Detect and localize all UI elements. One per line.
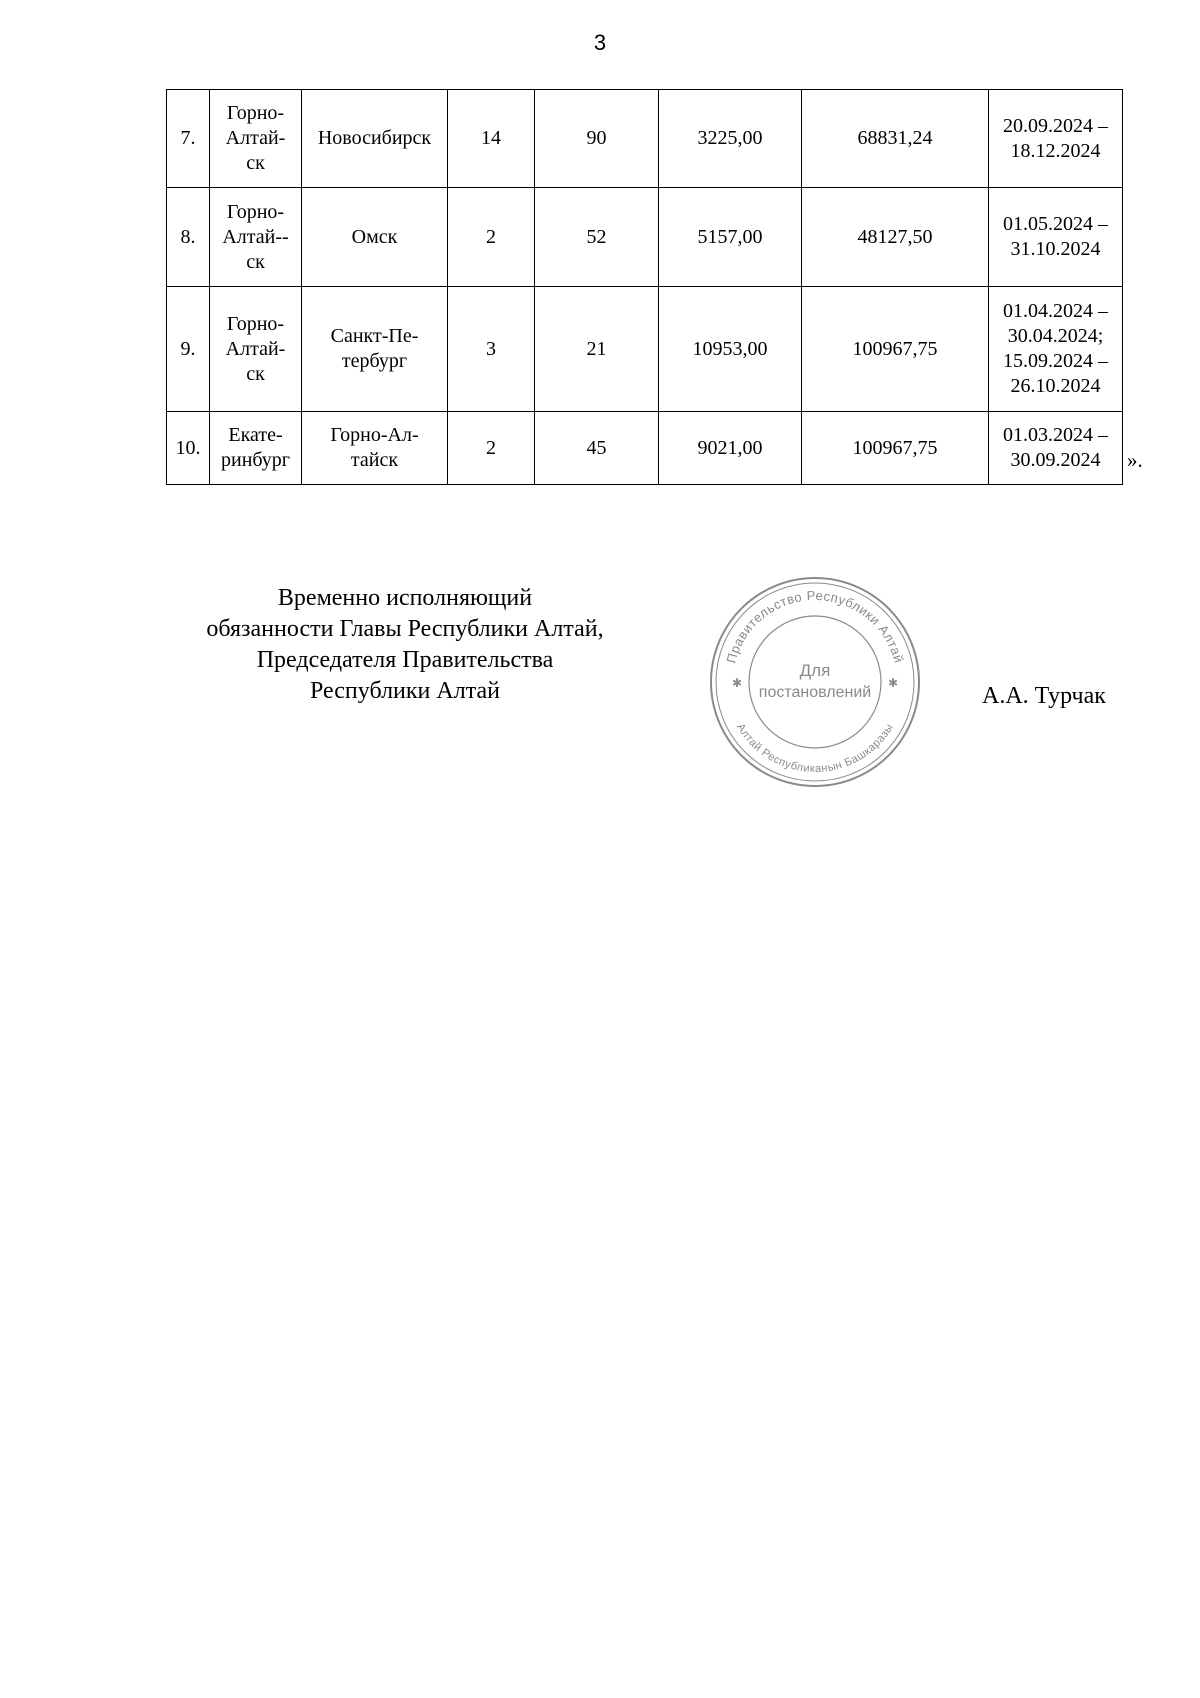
period-cell: 20.09.2024 – 18.12.2024 <box>989 90 1123 188</box>
flights-cell: 2 <box>448 188 535 287</box>
stamp-inner-text-2: постановлений <box>758 684 872 701</box>
route-table <box>166 89 1123 485</box>
signatory-position: Временно исполняющий обязанности Главы Республики Алтай, Председателя Правительства Республики Алтай <box>206 585 604 704</box>
destination-cell: Горно-Ал- тайск <box>302 412 448 485</box>
destination-cell: Новосибирск <box>302 90 448 188</box>
stamp-outer-text: Правительство Республики Алтай <box>723 587 907 665</box>
table-row <box>167 188 1123 287</box>
signatory-name: А.А. Турчак <box>982 683 1106 709</box>
fare-cell: 10953,00 <box>659 287 802 412</box>
fare-cell: 9021,00 <box>659 412 802 485</box>
destination-cell: Санкт-Пе- тербург <box>302 287 448 412</box>
flights-cell: 3 <box>448 287 535 412</box>
row-number-cell: 8. <box>167 188 210 287</box>
period-cell: 01.05.2024 – 31.10.2024 <box>989 188 1123 287</box>
period-cell: 01.04.2024 – 30.04.2024; 15.09.2024 – 26.10.2024 <box>989 287 1123 412</box>
subsidy-cell: 100967,75 <box>802 412 989 485</box>
official-stamp <box>708 575 922 789</box>
origin-cell: Горно- Алтай- ск <box>210 90 302 188</box>
closing-quote: ». <box>1127 448 1143 472</box>
stamp-inner-text-1: Для <box>799 661 831 680</box>
table-row <box>167 90 1123 188</box>
seats-cell: 21 <box>535 287 659 412</box>
stamp-bottom-text: Алтай Республиканын Башкаразы <box>734 721 896 776</box>
page-number: 3 <box>593 30 607 55</box>
subsidy-cell: 48127,50 <box>802 188 989 287</box>
origin-cell: Горно- Алтай-- ск <box>210 188 302 287</box>
table-row <box>167 412 1123 485</box>
flights-cell: 14 <box>448 90 535 188</box>
table-row <box>167 287 1123 412</box>
fare-cell: 5157,00 <box>659 188 802 287</box>
origin-cell: Екате- ринбург <box>210 412 302 485</box>
flights-cell: 2 <box>448 412 535 485</box>
origin-cell: Горно- Алтай- ск <box>210 287 302 412</box>
row-number-cell: 7. <box>167 90 210 188</box>
row-number-cell: 9. <box>167 287 210 412</box>
row-number-cell: 10. <box>167 412 210 485</box>
period-cell: 01.03.2024 – 30.09.2024 <box>989 412 1123 485</box>
seats-cell: 52 <box>535 188 659 287</box>
subsidy-cell: 68831,24 <box>802 90 989 188</box>
star-icon: ✱ <box>887 676 899 690</box>
star-icon: ✱ <box>731 676 743 690</box>
destination-cell: Омск <box>302 188 448 287</box>
subsidy-cell: 100967,75 <box>802 287 989 412</box>
seats-cell: 45 <box>535 412 659 485</box>
seats-cell: 90 <box>535 90 659 188</box>
fare-cell: 3225,00 <box>659 90 802 188</box>
